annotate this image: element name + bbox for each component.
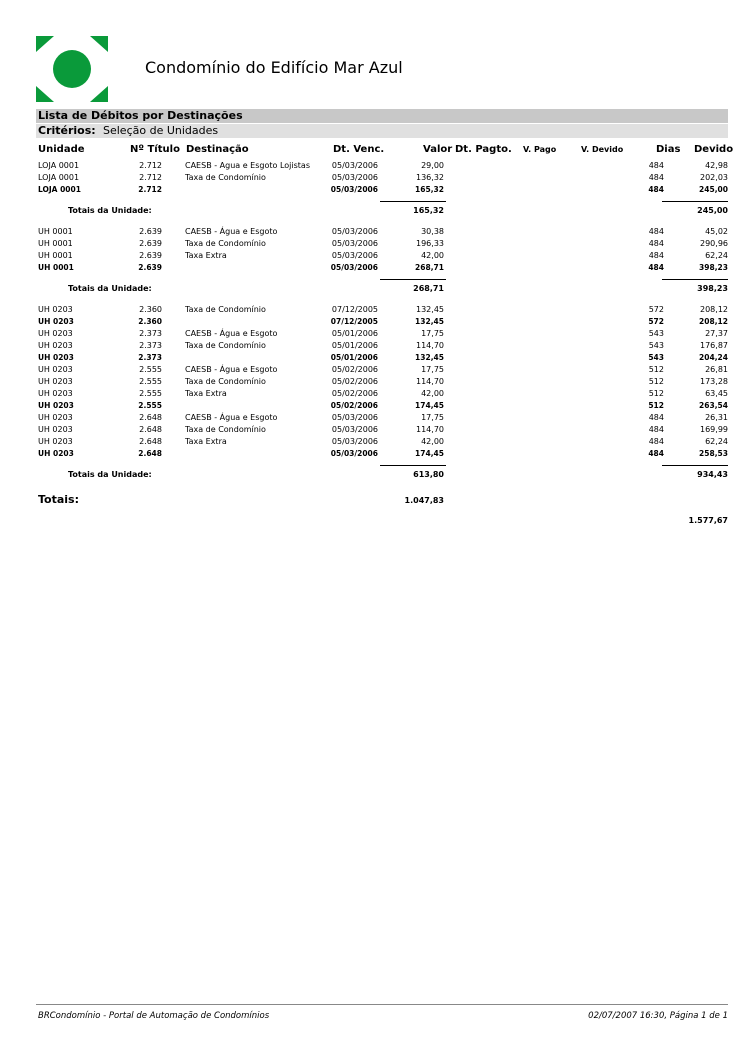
col-v-devido: V. Devido	[581, 145, 624, 154]
cell-valor: 114,70	[416, 425, 444, 434]
cell-unidade: UH 0203	[38, 341, 73, 350]
cell-unidade: UH 0203	[38, 305, 73, 314]
col-dias: Dias	[656, 144, 681, 155]
cell-destinacao: Taxa Extra	[185, 389, 227, 398]
table-row	[0, 161, 750, 173]
cell-devido: 169,99	[700, 425, 728, 434]
cell-dias: 543	[648, 341, 664, 350]
grand-total-valor: 1.047,83	[404, 496, 444, 505]
table-row	[0, 173, 750, 185]
cell-destinacao: Taxa de Condomínio	[185, 173, 266, 182]
cell-devido: 290,96	[700, 239, 728, 248]
table-row	[0, 425, 750, 437]
total-rule-devido	[662, 465, 728, 466]
cell-titulo: 2.639	[139, 239, 162, 248]
cell-valor: 174,45	[415, 401, 444, 410]
col-valor: Valor	[423, 144, 453, 155]
cell-venc: 05/03/2006	[331, 251, 378, 260]
cell-destinacao: CAESB - Agua e Esgoto Lojistas	[185, 161, 310, 170]
cell-valor: 136,32	[416, 173, 444, 182]
cell-destinacao: Taxa de Condomínio	[185, 239, 266, 248]
cell-titulo: 2.712	[139, 161, 162, 170]
cell-valor: 268,71	[415, 263, 444, 272]
cell-venc: 05/01/2006	[330, 353, 378, 362]
cell-titulo: 2.555	[138, 401, 162, 410]
cell-dias: 512	[648, 401, 664, 410]
cell-dias: 484	[648, 185, 664, 194]
col-titulo: Nº Título	[130, 144, 180, 155]
cell-valor: 132,45	[415, 353, 444, 362]
cell-dias: 512	[648, 377, 664, 386]
table-row	[0, 377, 750, 389]
cell-titulo: 2.373	[139, 341, 162, 350]
cell-devido: 63,45	[705, 389, 728, 398]
unit-totals-row	[0, 206, 750, 220]
cell-titulo: 2.712	[138, 185, 162, 194]
unit-total-label: Totais da Unidade:	[68, 470, 152, 479]
report-title: Lista de Débitos por Destinações	[36, 109, 728, 123]
unit-total-label: Totais da Unidade:	[68, 284, 152, 293]
table-subtotal-row	[0, 401, 750, 413]
cell-venc: 07/12/2005	[330, 317, 378, 326]
cell-devido: 42,98	[705, 161, 728, 170]
cell-titulo: 2.648	[139, 425, 162, 434]
col-devido: Devido	[694, 144, 734, 155]
col-destinacao: Destinação	[186, 144, 249, 155]
cell-devido: 173,28	[700, 377, 728, 386]
cell-dias: 543	[648, 329, 664, 338]
grand-totals-label: Totais:	[38, 493, 79, 506]
cell-valor: 114,70	[416, 341, 444, 350]
criteria-label: Critérios:	[38, 124, 96, 137]
col-unidade: Unidade	[38, 144, 85, 155]
cell-titulo: 2.360	[138, 317, 162, 326]
cell-venc: 05/02/2006	[330, 401, 378, 410]
cell-unidade: UH 0001	[38, 251, 73, 260]
cell-titulo: 2.648	[139, 437, 162, 446]
cell-valor: 174,45	[415, 449, 444, 458]
cell-devido: 208,12	[700, 305, 728, 314]
cell-dias: 484	[648, 251, 664, 260]
cell-unidade: UH 0203	[38, 449, 74, 458]
footer-right: 02/07/2007 16:30, Página 1 de 1	[588, 1011, 728, 1021]
unit-total-devido: 398,23	[697, 284, 728, 293]
criteria-bar	[36, 124, 728, 138]
cell-unidade: UH 0203	[38, 401, 74, 410]
cell-valor: 165,32	[415, 185, 444, 194]
cell-unidade: UH 0001	[38, 263, 74, 272]
cell-titulo: 2.555	[139, 389, 162, 398]
cell-destinacao: Taxa de Condomínio	[185, 425, 266, 434]
cell-venc: 05/02/2006	[331, 389, 378, 398]
cell-titulo: 2.648	[138, 449, 162, 458]
cell-venc: 05/03/2006	[331, 239, 378, 248]
cell-valor: 196,33	[416, 239, 444, 248]
unit-total-devido: 934,43	[697, 470, 728, 479]
cell-venc: 05/03/2006	[331, 227, 378, 236]
cell-venc: 05/01/2006	[331, 329, 378, 338]
cell-devido: 26,81	[705, 365, 728, 374]
col-dt-venc: Dt. Venc.	[333, 144, 385, 155]
cell-venc: 05/03/2006	[330, 185, 378, 194]
cell-dias: 572	[648, 305, 664, 314]
cell-devido: 27,37	[705, 329, 728, 338]
cell-venc: 05/03/2006	[330, 449, 378, 458]
cell-dias: 484	[648, 263, 664, 272]
cell-dias: 543	[648, 353, 664, 362]
cell-dias: 484	[648, 227, 664, 236]
cell-venc: 05/02/2006	[331, 365, 378, 374]
table-row	[0, 239, 750, 251]
cell-unidade: UH 0203	[38, 353, 74, 362]
cell-dias: 484	[648, 425, 664, 434]
cell-unidade: UH 0203	[38, 437, 73, 446]
cell-unidade: UH 0203	[38, 365, 73, 374]
unit-total-label: Totais da Unidade:	[68, 206, 152, 215]
cell-destinacao: CAESB - Água e Esgoto	[185, 329, 278, 338]
cell-titulo: 2.648	[139, 413, 162, 422]
table-row	[0, 251, 750, 263]
cell-valor: 42,00	[421, 389, 444, 398]
cell-unidade: LOJA 0001	[38, 185, 81, 194]
cell-devido: 263,54	[699, 401, 728, 410]
cell-unidade: UH 0001	[38, 239, 73, 248]
cell-destinacao: Taxa de Condomínio	[185, 305, 266, 314]
table-row	[0, 329, 750, 341]
cell-unidade: UH 0203	[38, 329, 73, 338]
cell-destinacao: Taxa Extra	[185, 251, 227, 260]
col-v-pago: V. Pago	[523, 145, 557, 154]
cell-unidade: UH 0203	[38, 389, 73, 398]
table-subtotal-row	[0, 185, 750, 197]
cell-devido: 62,24	[705, 437, 728, 446]
cell-devido: 258,53	[699, 449, 728, 458]
cell-devido: 62,24	[705, 251, 728, 260]
cell-unidade: UH 0203	[38, 413, 73, 422]
cell-dias: 484	[648, 239, 664, 248]
unit-total-valor: 268,71	[413, 284, 444, 293]
cell-unidade: UH 0203	[38, 377, 73, 386]
table-row	[0, 365, 750, 377]
cell-venc: 05/03/2006	[331, 413, 378, 422]
cell-valor: 29,00	[421, 161, 444, 170]
cell-dias: 572	[648, 317, 664, 326]
table-row	[0, 437, 750, 449]
cell-unidade: LOJA 0001	[38, 161, 80, 170]
cell-valor: 30,38	[421, 227, 444, 236]
cell-venc: 05/03/2006	[330, 263, 378, 272]
cell-devido: 45,02	[705, 227, 728, 236]
cell-venc: 05/03/2006	[331, 437, 378, 446]
cell-devido: 176,87	[700, 341, 728, 350]
cell-dias: 484	[648, 437, 664, 446]
total-rule-devido	[662, 279, 728, 280]
cell-titulo: 2.639	[138, 263, 162, 272]
cell-venc: 05/01/2006	[331, 341, 378, 350]
cell-titulo: 2.639	[139, 227, 162, 236]
condominium-logo-icon	[36, 36, 108, 102]
total-rule-valor	[380, 279, 446, 280]
cell-destinacao: Taxa de Condomínio	[185, 341, 266, 350]
table-row	[0, 227, 750, 239]
table-row	[0, 389, 750, 401]
cell-unidade: LOJA 0001	[38, 173, 80, 182]
cell-dias: 484	[648, 449, 664, 458]
cell-titulo: 2.360	[139, 305, 162, 314]
cell-unidade: UH 0203	[38, 317, 74, 326]
cell-venc: 05/03/2006	[331, 173, 378, 182]
cell-titulo: 2.555	[139, 377, 162, 386]
cell-titulo: 2.373	[138, 353, 162, 362]
cell-unidade: UH 0203	[38, 425, 73, 434]
cell-destinacao: Taxa de Condomínio	[185, 377, 266, 386]
table-subtotal-row	[0, 449, 750, 461]
cell-devido: 204,24	[699, 353, 728, 362]
total-rule-valor	[380, 201, 446, 202]
unit-totals-row	[0, 470, 750, 484]
total-rule-valor	[380, 465, 446, 466]
cell-destinacao: CAESB - Água e Esgoto	[185, 227, 278, 236]
table-row	[0, 413, 750, 425]
table-subtotal-row	[0, 317, 750, 329]
footer-divider	[36, 1004, 728, 1005]
cell-valor: 17,75	[421, 413, 444, 422]
cell-unidade: UH 0001	[38, 227, 73, 236]
cell-dias: 484	[648, 161, 664, 170]
cell-devido: 26,31	[705, 413, 728, 422]
cell-devido: 245,00	[699, 185, 728, 194]
unit-total-devido: 245,00	[697, 206, 728, 215]
cell-venc: 07/12/2005	[331, 305, 378, 314]
cell-venc: 05/03/2006	[331, 161, 378, 170]
table-subtotal-row	[0, 353, 750, 365]
cell-devido: 398,23	[699, 263, 728, 272]
cell-titulo: 2.639	[139, 251, 162, 260]
total-rule-devido	[662, 201, 728, 202]
cell-destinacao: Taxa Extra	[185, 437, 227, 446]
col-dt-pagto: Dt. Pagto.	[455, 144, 512, 155]
cell-devido: 208,12	[699, 317, 728, 326]
cell-dias: 484	[648, 413, 664, 422]
cell-valor: 17,75	[421, 365, 444, 374]
table-row	[0, 341, 750, 353]
cell-destinacao: CAESB - Água e Esgoto	[185, 365, 278, 374]
cell-dias: 512	[648, 389, 664, 398]
table-subtotal-row	[0, 263, 750, 275]
cell-valor: 42,00	[421, 437, 444, 446]
cell-valor: 17,75	[421, 329, 444, 338]
cell-valor: 114,70	[416, 377, 444, 386]
cell-valor: 132,45	[415, 317, 444, 326]
cell-valor: 42,00	[421, 251, 444, 260]
cell-venc: 05/03/2006	[331, 425, 378, 434]
cell-devido: 202,03	[700, 173, 728, 182]
cell-valor: 132,45	[416, 305, 444, 314]
condominium-title: Condomínio do Edifício Mar Azul	[145, 58, 403, 77]
cell-venc: 05/02/2006	[331, 377, 378, 386]
cell-titulo: 2.373	[139, 329, 162, 338]
cell-dias: 512	[648, 365, 664, 374]
unit-totals-row	[0, 284, 750, 298]
cell-destinacao: CAESB - Água e Esgoto	[185, 413, 278, 422]
unit-total-valor: 613,80	[413, 470, 444, 479]
cell-titulo: 2.555	[139, 365, 162, 374]
grand-total-devido: 1.577,67	[688, 516, 728, 525]
cell-dias: 484	[648, 173, 664, 182]
footer-left: BRCondomínio - Portal de Automação de Condomínios	[38, 1011, 270, 1021]
unit-total-valor: 165,32	[413, 206, 444, 215]
cell-titulo: 2.712	[139, 173, 162, 182]
table-row	[0, 305, 750, 317]
criteria-value: Seleção de Unidades	[103, 124, 219, 137]
